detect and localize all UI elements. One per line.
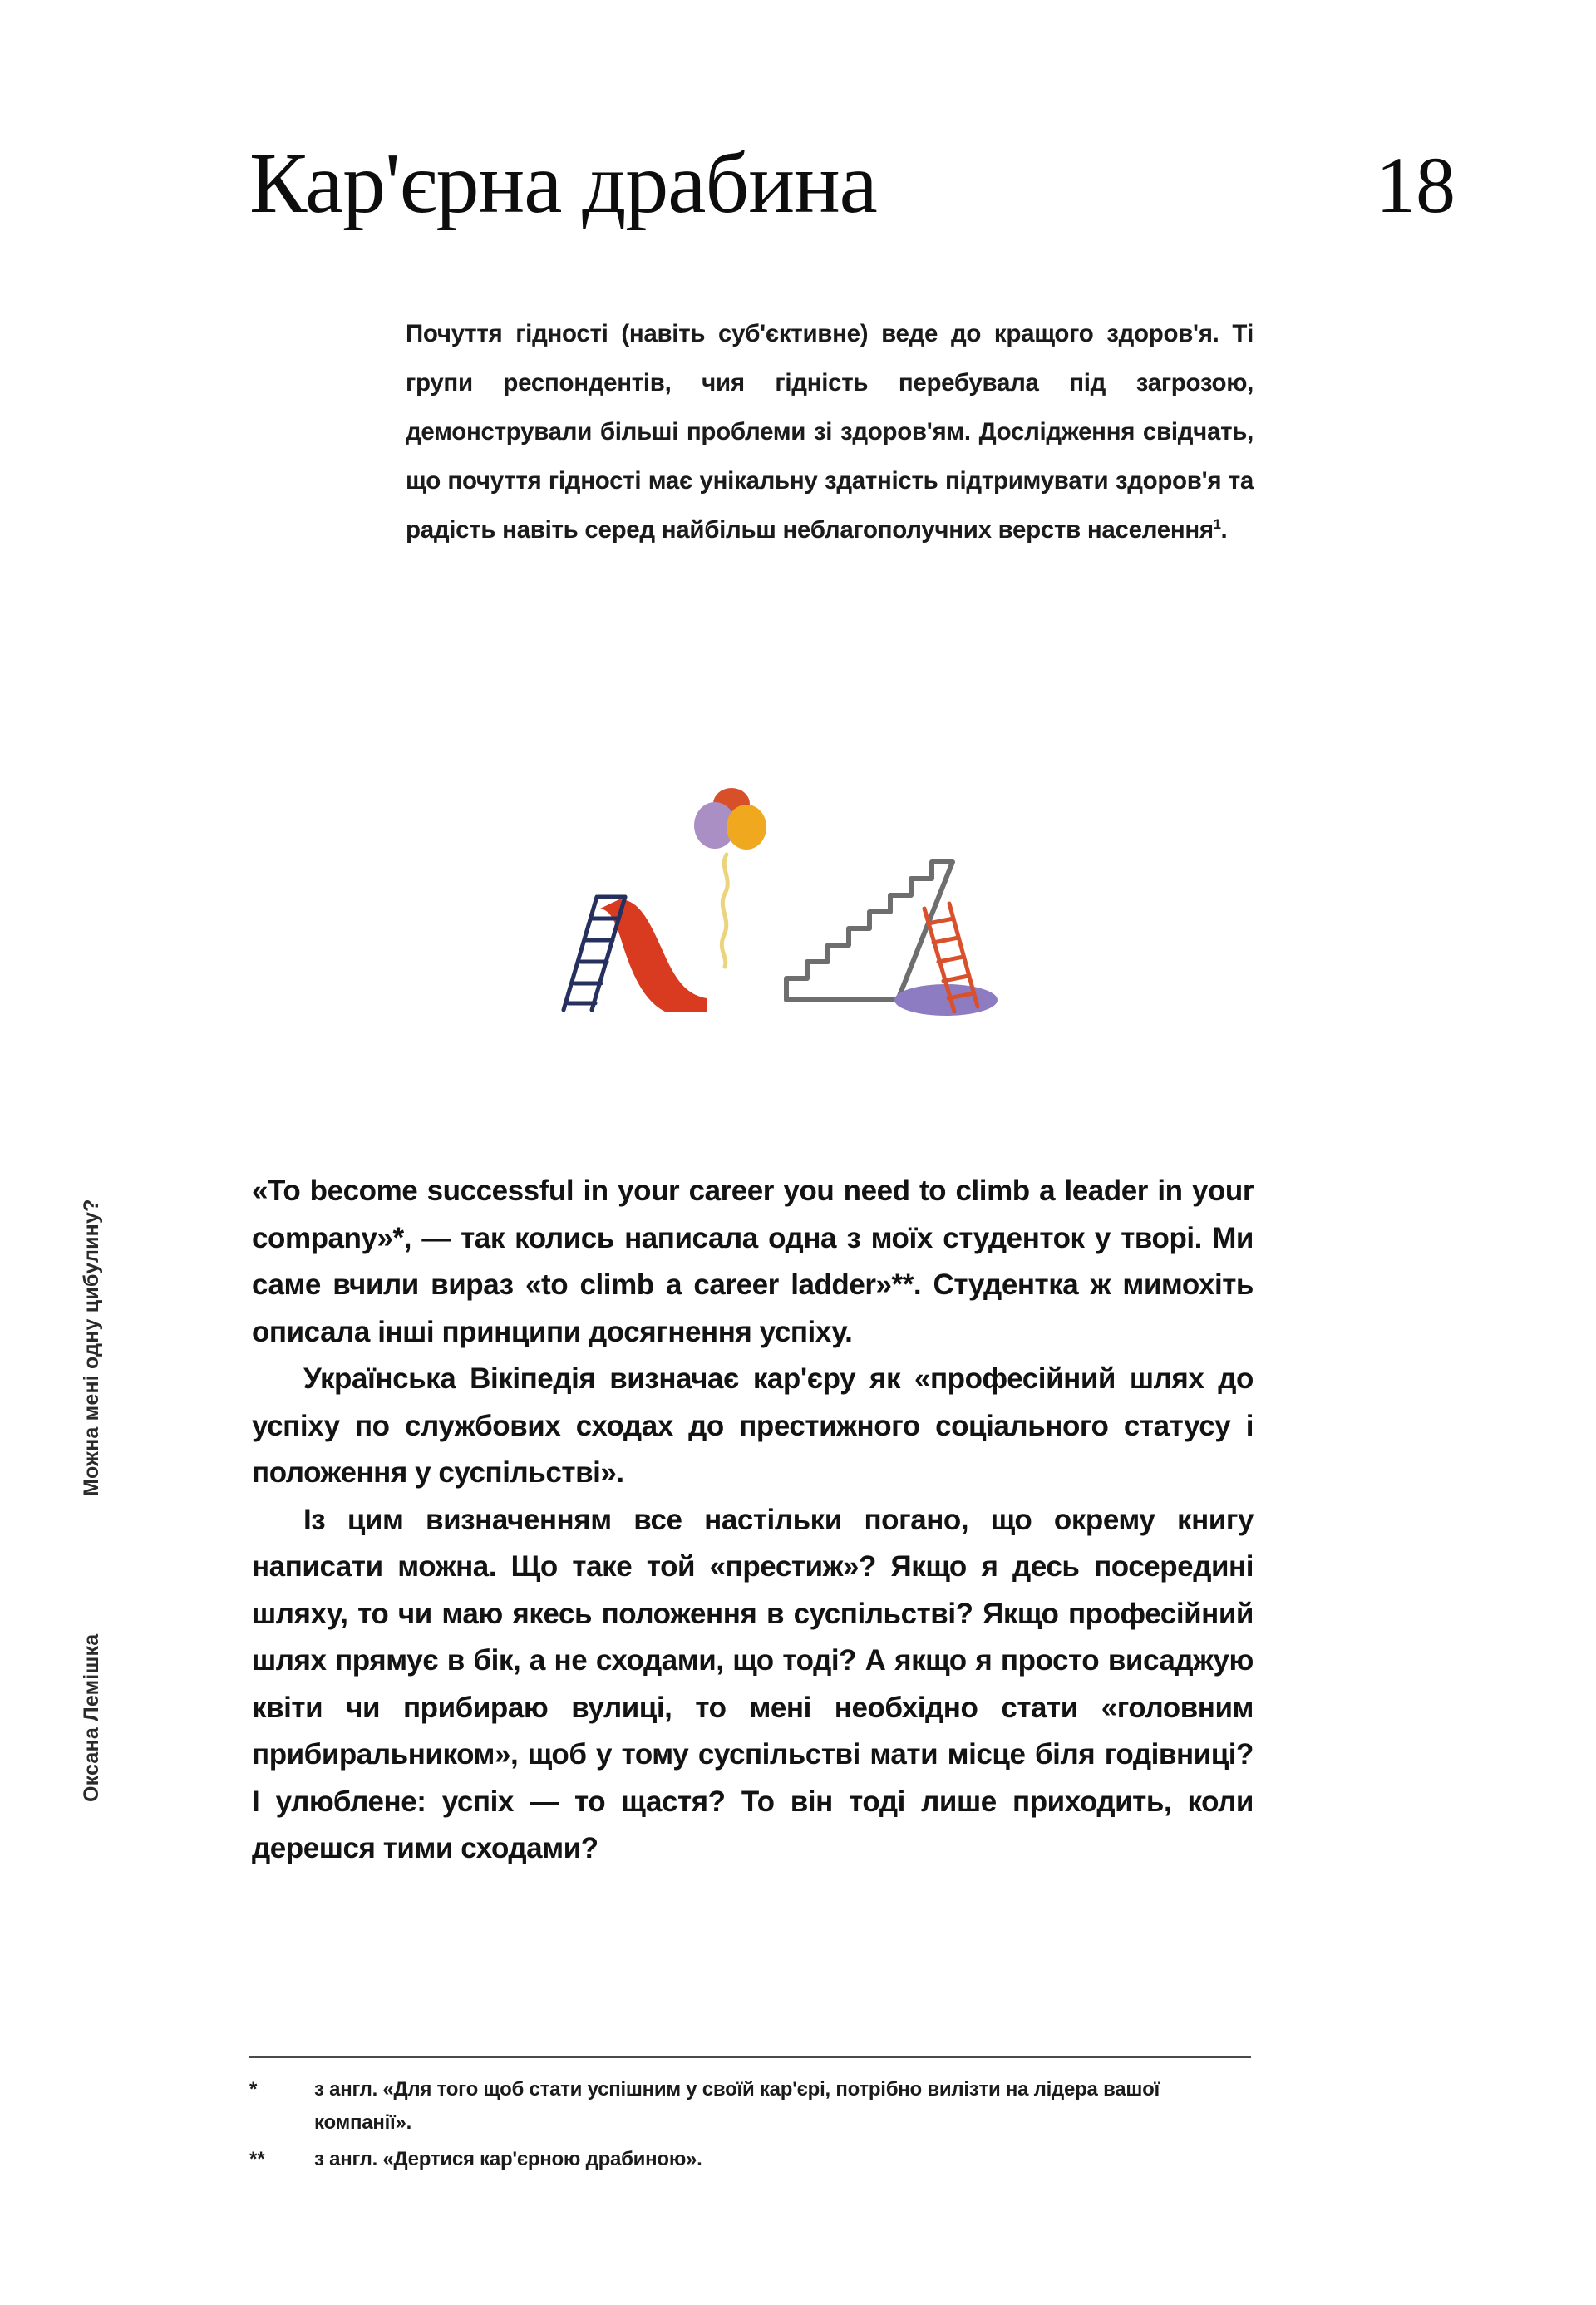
body-paragraph-3: Із цим визначенням все настільки погано, що окрему книгу написати можна. Що таке той «престиж»? Якщо я десь посередині шляху, то чи маю якесь положення в суспільстві? Якщо професійний шлях прямує в бік, а не сходами, що тоді? А якщо я просто висаджую квіти чи прибираю вулиці, то мені необхідно стати «головним прибиральником», щоб у тому суспільстві мати місце біля годівниці? І улюблене: успіх — то щастя? То він тоді лише приходить, коли дерешся тими сходами? xyxy=(252,1503,1254,1864)
page-title: Кар'єрна драбина xyxy=(249,135,877,231)
epigraph-footnote-ref: 1 xyxy=(1213,517,1221,533)
body-paragraph-2: Українська Вікіпедія визначає кар'єру як «професійний шлях до успіху по службових сходах до престижного соціального статусу і положення у суспільстві». xyxy=(252,1362,1254,1489)
footnote-marker: ** xyxy=(249,2148,265,2170)
epigraph-paragraph xyxy=(406,309,1254,554)
footnote-item xyxy=(249,2073,1255,2140)
slide-chute-icon xyxy=(600,899,707,1012)
stairs-icon xyxy=(786,862,953,1000)
running-head-author: Оксана Лемішка xyxy=(80,1633,103,1802)
footnote-text: з англ. «Дертися кар'єрною драбиною». xyxy=(314,2148,702,2170)
footnotes xyxy=(249,2073,1255,2179)
chapter-header xyxy=(249,135,1459,231)
running-head-book-title: Можна мені одну цибулину? xyxy=(80,1199,103,1496)
balloon-yellow-icon xyxy=(727,805,766,850)
epigraph-terminator: . xyxy=(1220,516,1228,544)
chapter-number: 18 xyxy=(1376,140,1456,229)
footnote-item xyxy=(249,2143,1255,2176)
footnote-marker: * xyxy=(249,2078,258,2101)
epigraph xyxy=(406,309,1254,554)
balloon-string-icon xyxy=(722,855,727,967)
footnote-separator xyxy=(249,2056,1251,2058)
body-paragraph-1: «To become successful in your career you need to climb a leader in your company»*, — так колись написала одна з моїх студенток у творі. Ми саме вчили вираз «to climb a career ladder»**. Студентка ж мимохіть описала інші принципи досягнення успіху. xyxy=(252,1175,1254,1348)
epigraph-text: Почуття гідності (навіть суб'єктивне) веде до кращого здоров'я. Ті групи респондентів, чия гідність перебувала під загрозою, демонстрували більші проблеми зі здоров'ям. Дослідження свідчать, що почуття гідності має унікальну здатність підтримувати здоров'я та радість навіть серед найбільш неблагополучних верств населення xyxy=(406,320,1254,544)
chapter-illustration xyxy=(549,777,998,1018)
body-text xyxy=(252,1168,1254,1873)
footnote-text: з англ. «Для того щоб стати успішним у своїй кар'єрі, потрібно вилізти на лідера вашої компанії». xyxy=(314,2078,1160,2134)
